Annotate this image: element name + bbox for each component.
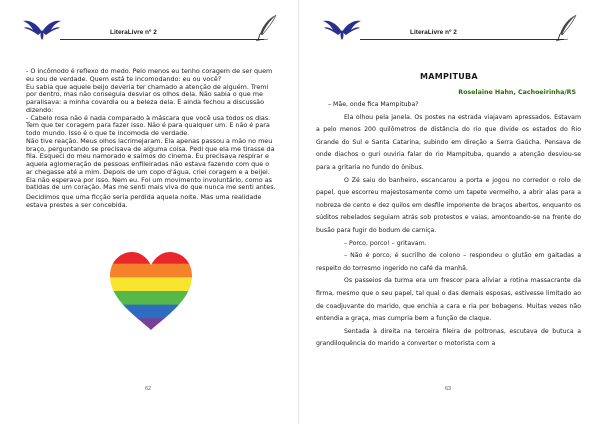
heart-stripe [108, 291, 194, 305]
paragraph: – Não é porco, é sucrilho de colono – respondeu o glutão em gaitadas a respeito do torresmo ingerido no café da manhã. [316, 252, 581, 272]
bird-logo-icon [22, 14, 62, 42]
header-rule [360, 39, 564, 40]
page-header-left [22, 14, 278, 48]
header-title: LiteraLivre nº 2 [110, 29, 157, 36]
story-author: Roselaine Hahn, Cachoeirinha/RS [458, 89, 576, 96]
heart-stripe [108, 264, 194, 278]
paragraph: - Cabelo rosa não é nada comparado à máscara que você usa todos os dias. Tem que ter coragem para fazer isso. Não é para qualquer um. E não é para todo mundo. Isso é o que te incomoda de verdade. [26, 113, 271, 137]
heart-stripe [108, 318, 194, 332]
right-page-body [316, 99, 581, 351]
heart-stripe [108, 250, 194, 264]
header-rule [60, 39, 264, 40]
header-title: LiteraLivre nº 2 [410, 29, 457, 36]
heart-stripes [108, 250, 194, 332]
paragraph: – Mãe, onde fica Mampituba? [328, 101, 419, 108]
page-header-right [322, 14, 578, 48]
paragraph: Não tive reação. Meus olhos lacrimejaram. Ela apenas passou a mão no meu braço, perguntando se precisava de alguma coisa. Pedi que ela me tirasse da fila. Esqueci do meu namorado e saímos do cinema. Eu precisava respirar e aquela aglomeração de pessoas enfileiradas não estava fazendo com que o ar chegasse até a mim. Depois de um copo d'água, criei coragem e a beijei. Ela não esperava por isso. Nem eu. Foi um movimento involuntário, como as batidas de um coração. Mas me senti mais viva do que nunca me senti antes. [26, 136, 276, 192]
paragraph: Eu sabia que aquele beijo deveria ter chamado a atenção de alguém. Tremi por dentro, mas não conseguia desviar os olhos dela. Não sabia o que me paralisava: a minha covardia ou a beleza dela. E ainda fechou a discussão dizendo: [26, 82, 269, 114]
paragraph: Os passeios da turma era um frescor para aliviar a rotina massacrante da firma, mesmo que o seu papel, tal qual o das demais esposas, estivesse limitado ao de coadjuvante do marido, que enchia a cara e ria por bobagens. Muitas vezes não entendia a graça, mas cumpria bem a função de claque. [316, 277, 581, 323]
story-title: MAMPITUBA [420, 72, 478, 81]
page-number-left: 62 [145, 386, 152, 392]
paragraph: O Zé saiu do banheiro, escancarou a porta e jogou no corredor o rolo de papel, que escorreu majestosamente como um tapete vermelho, a abrir alas para a nobreza de cento e dez quilos em desfile imponente de braços abertos, enquanto os súditos rebelados seguiam atrás sob protestos e vaias, amontoando-se na frente do busão para fugir do bodum de carniça. [316, 176, 581, 234]
bird-logo-icon [322, 14, 362, 42]
rainbow-heart-image [108, 250, 194, 332]
right-page [300, 0, 600, 424]
left-page-body [26, 68, 276, 210]
paragraph: - O incômodo é reflexo do medo. Pelo menos eu tenho coragem de ser quem eu sou de verdade. Quem está te incomodando: eu ou você? [26, 67, 273, 83]
quill-icon [256, 14, 278, 42]
page-number-right: 63 [445, 386, 452, 392]
paragraph: Ela olhou pela janela. Os postes na estrada viajavam apressados. Estavam a pelo menos 200 quilômetros de distância do rio que divide os estados do Rio Grande do Sul e Santa Catarina, subindo em direção a Serra Gaúcha. Pensava de onde diachos o guri ouviria falar do rio Mampituba, quando a atenção desviou-se para a gritaria no fundo do ônibus. [316, 113, 581, 171]
heart-stripe [108, 305, 194, 319]
paragraph: Sentada à direita na terceira fileira de poltronas, escutava de butuca a grandiloquência do marido a converter o motorista com a [316, 327, 581, 348]
paragraph: Decidimos que uma ficção seria perdida aquela noite. Mas uma realidade estava prestes a ser concebida. [26, 193, 262, 209]
quill-icon [556, 14, 578, 42]
heart-stripe [108, 277, 194, 291]
paragraph: – Porco, porco! – gritavam. [344, 239, 427, 247]
